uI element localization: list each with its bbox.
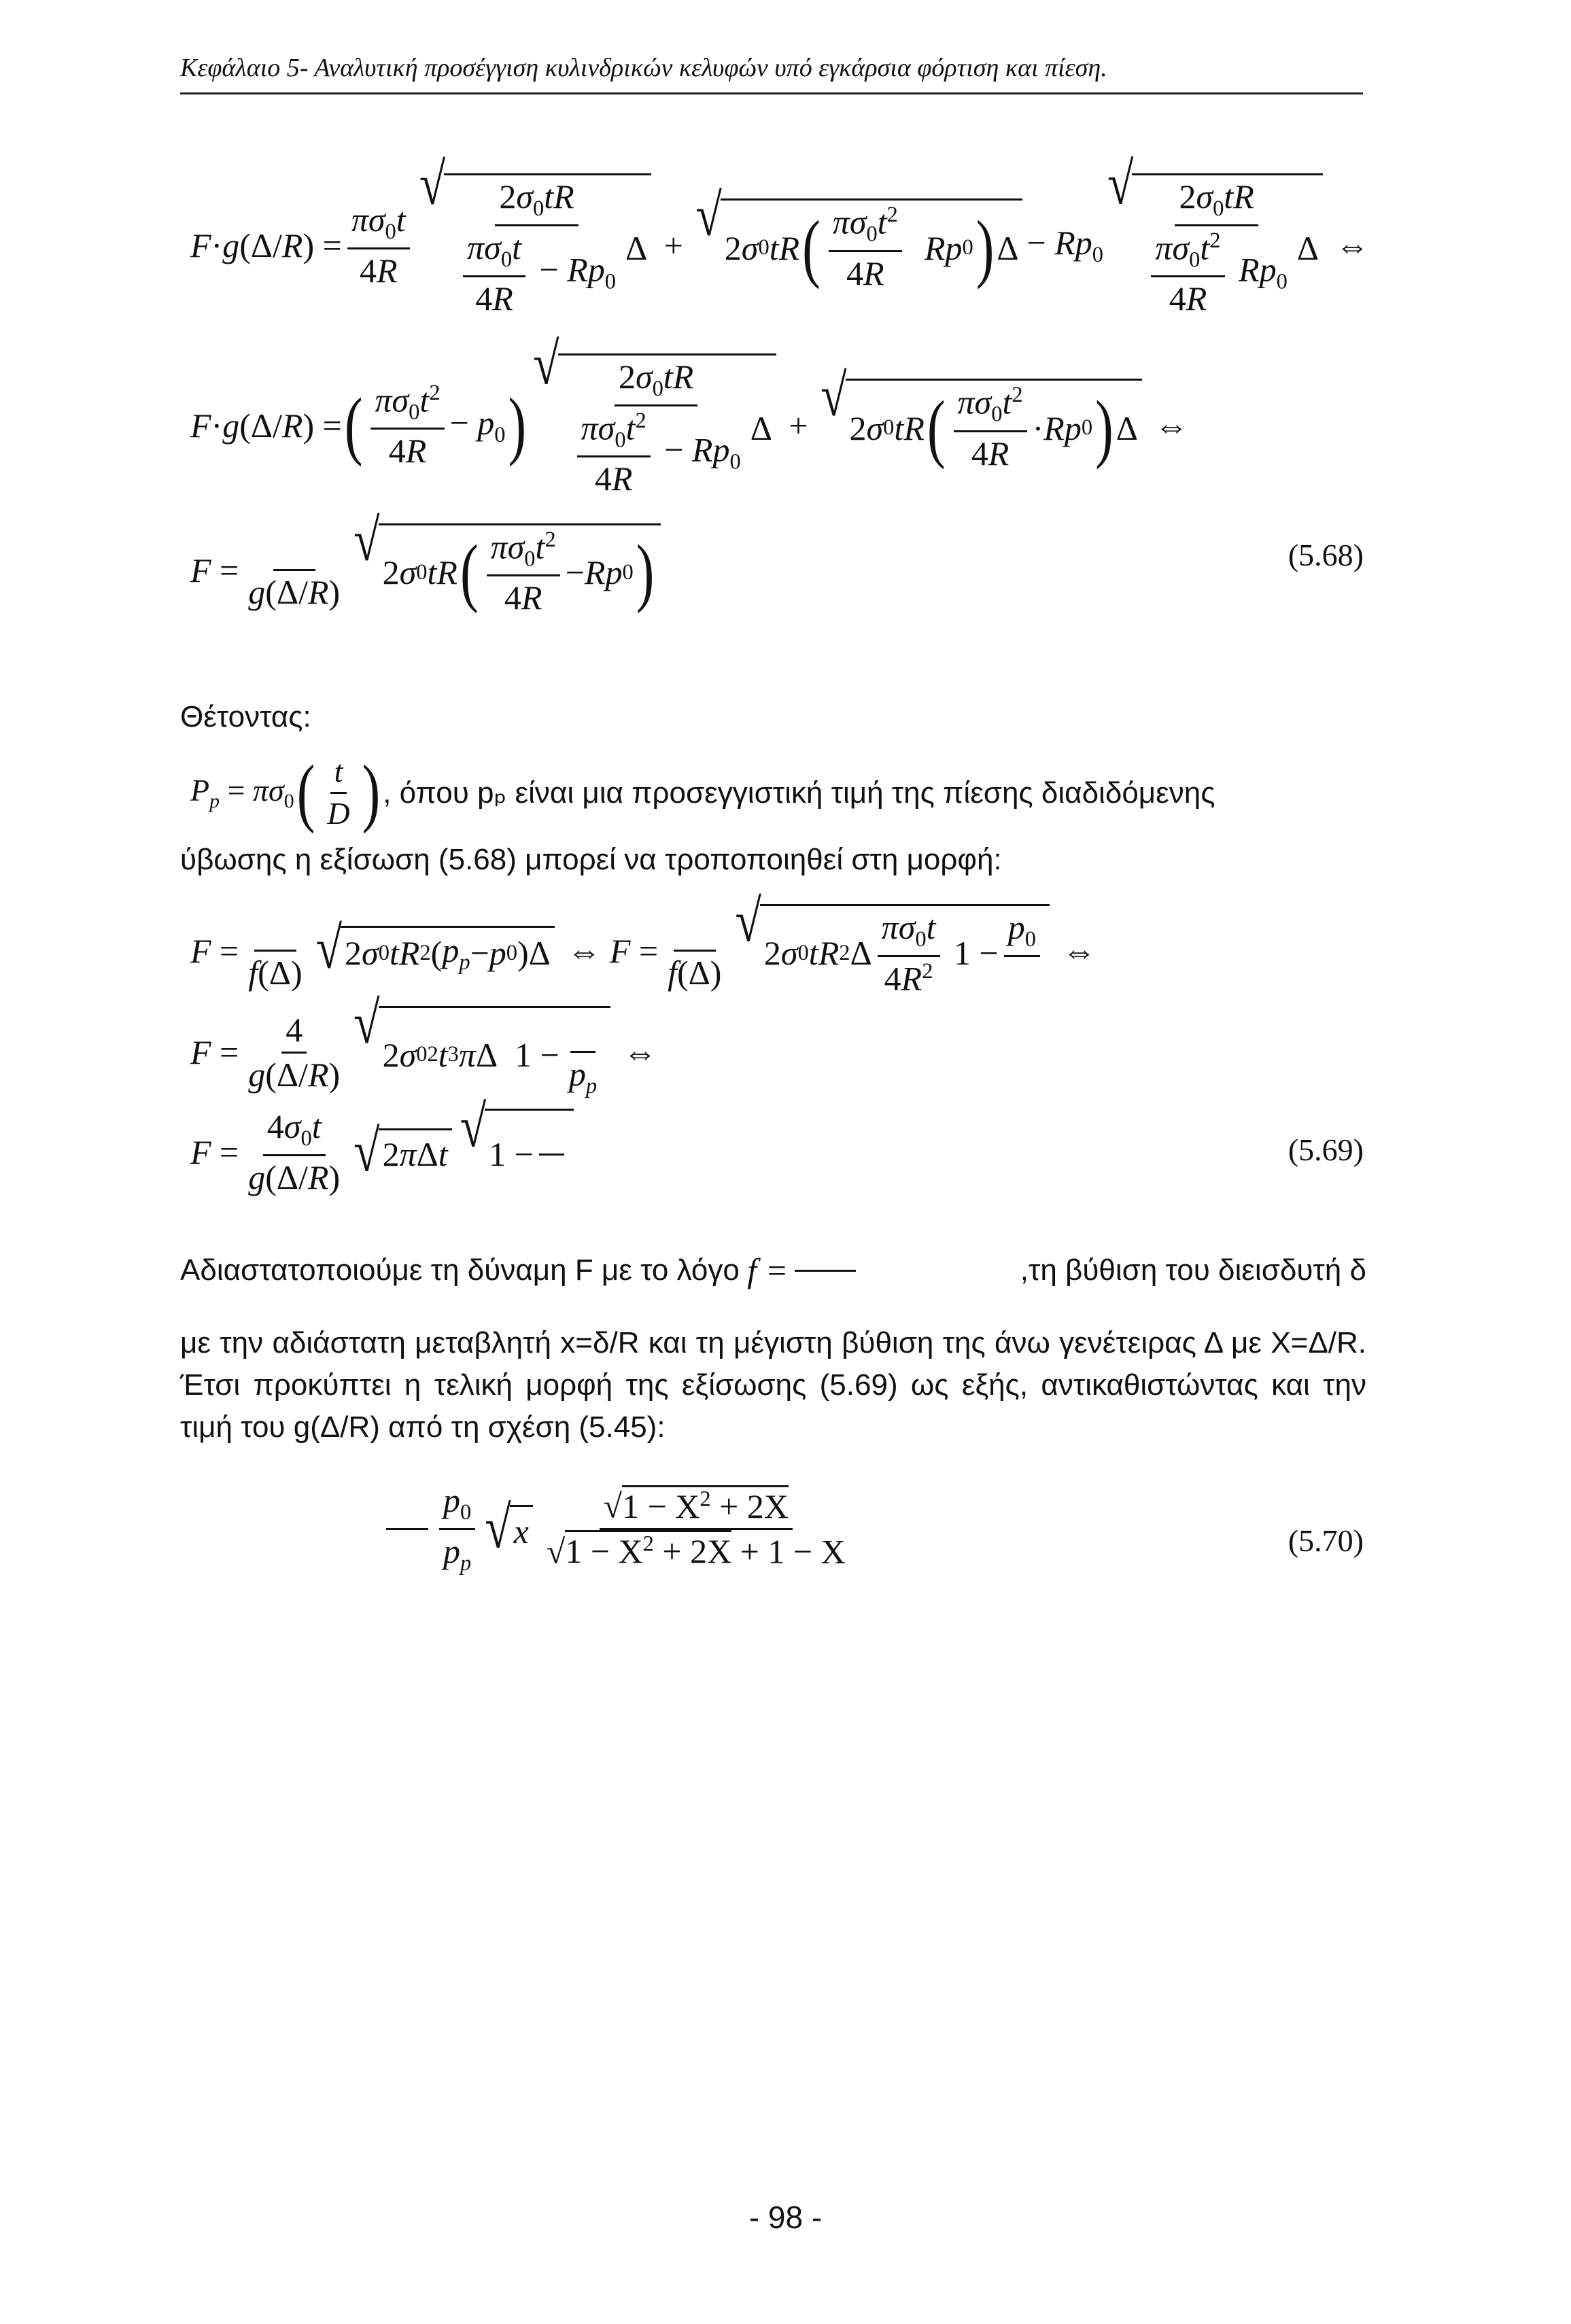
equation-7: $\frac{p_0}{p_p}$ √ x $\frac{√1 - X^2 + 2X}{√1 - X^2 + 2X + 1 - X}$	[381, 1482, 855, 1576]
equation-number-5-70: (5.70)	[1288, 1523, 1364, 1558]
equation-3: F = g(Δ/R) √ 2 σ 0 tR ( $\frac{\pi\sigma_0t^2}{4R}$ − Rp 0 )	[190, 523, 665, 617]
equation-6: F = $\frac{4\sigma_0t}{g(\Delta/R)}$ √ 2 π Δ t √ 1 −	[190, 1108, 578, 1196]
equation-2: F·g(Δ/R) = ( $\frac{\pi\sigma_0t^2}{4R}$ − $p_0$ ) √ $2\sigma_0tR$ $\frac{\pi\sigma_0t^2}{4R}$ − $Rp_0$ Δ + √ 2 σ 0 tR ( $\frac{\pi\sigma_0t^2}{4R}$ · Rp 0 ) Δ ⇔	[190, 332, 1189, 498]
chapter-header: Κεφάλαιο 5- Αναλυτική προσέγγιση κυλινδρικών κελυφών υπό εγκάρσια φόρτιση και πίεση.	[180, 53, 1363, 94]
nondim-text-a: Αδιαστατοποιούμε τη δύναμη F με το λόγο	[180, 1253, 740, 1287]
equation-5: F = $\frac{4}{g(\Delta/R)}$ √ 2 σ 0 2 t 3 π Δ 1 − $p_p$ ⇔	[190, 990, 657, 1098]
body-paragraph: με την αδιάστατη μεταβλητή x=δ/R και τη μέγιστη βύθιση της άνω γενέτειρας Δ με X=Δ/R. Έτσι προκύπτει η τελική μορφή της εξίσωσης (5.69) ως εξής, αντικαθιστώντας και την τιμή του g(Δ/R) από τη σχέση (5.45):	[180, 1326, 1366, 1444]
nondim-fraction: f =	[747, 1251, 1012, 1290]
after-pp-text: ύβωσης η εξίσωση (5.68) μπορεί να τροποποιηθεί στη μορφή:	[180, 843, 1002, 876]
pp-definition: $P_p = \pi\sigma_0$ ( $\frac{t}{D}$ ) , όπου pₚ είναι μια προσεγγιστική τιμή της πίεσης διαδιδόμενης	[190, 750, 1215, 835]
pp-description: , όπου pₚ είναι μια προσεγγιστική τιμή της πίεσης διαδιδόμενης	[383, 776, 1215, 810]
setting-label: Θέτοντας:	[180, 700, 311, 733]
equation-number-5-69: (5.69)	[1288, 1132, 1364, 1167]
equation-1: F·g(Δ/R) = $\frac{\pi\sigma_0t}{4R}$ √ $2\sigma_0tR$ $\frac{\pi\sigma_0t}{4R}$ − $Rp_0$ Δ + √ 2 σ 0 tR ( $\frac{\pi\sigma_0t^2}{4R}$ Rp 0 ) Δ − $Rp_0$ √ $2\sigma_0tR$ $\frac{\pi\sigma_0t^2}{4R}$ $Rp_0$ Δ ⇔	[190, 152, 1370, 318]
equation-number-5-68: (5.68)	[1288, 538, 1364, 572]
equation-4: F = f(Δ) √ 2 σ 0 tR 2 ( $p_p$ − p 0 )Δ ⇔ F = f(Δ) √ 2 σ 0 tR 2 Δ $\frac{\pi\sigma_0t}{4R^2}$ 1 − $p_0$ ⇔	[190, 888, 1097, 998]
nondim-text-b: ,τη βύθιση του διεισδυτή δ	[1020, 1253, 1366, 1287]
nondim-sentence	[180, 1251, 1366, 1290]
page-number: - 98 -	[748, 2200, 823, 2235]
